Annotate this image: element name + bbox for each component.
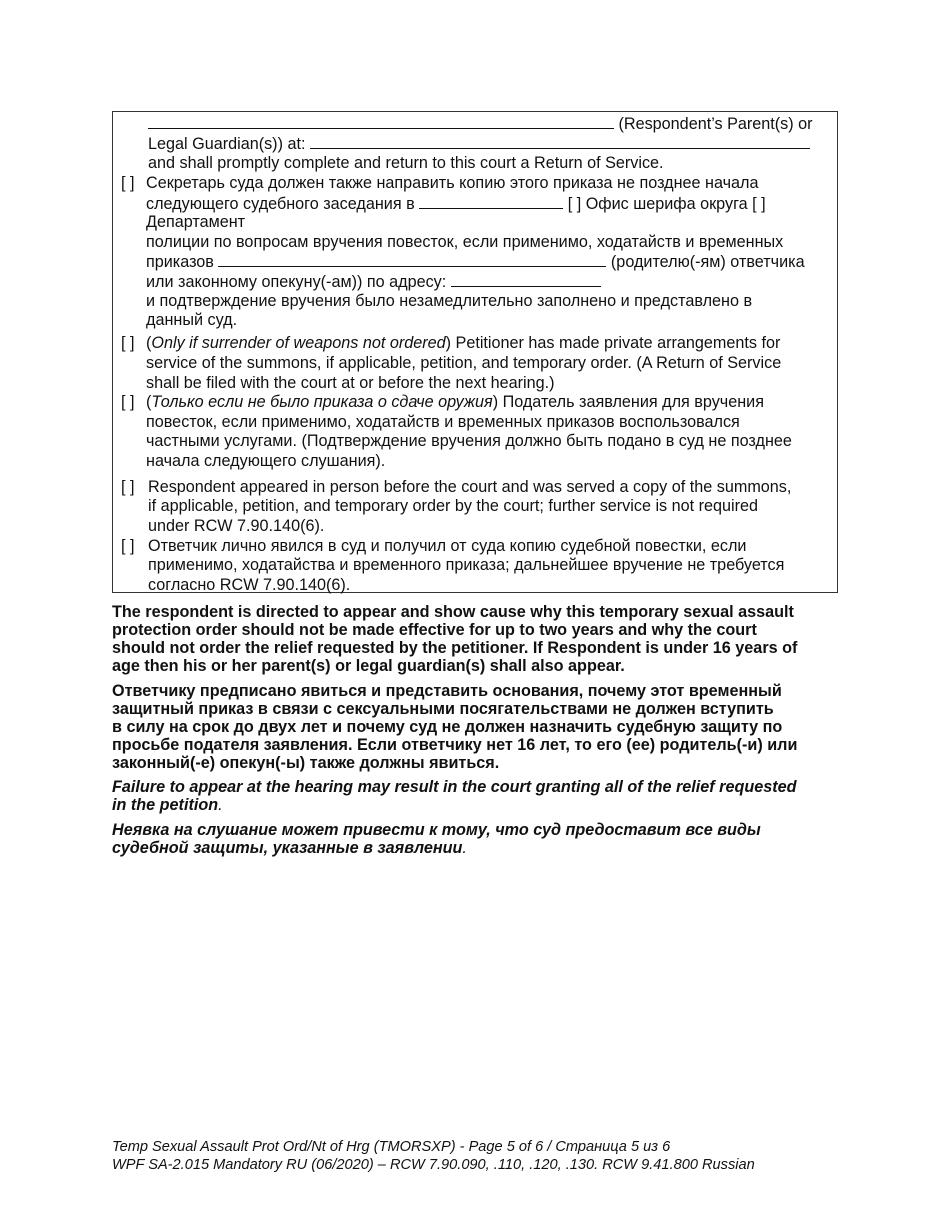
guardian-line: Legal Guardian(s)) at: (148, 133, 810, 154)
private-service-ru-line: повесток, если применимо, ходатайств и временных приказов воспользовался (146, 413, 740, 431)
return-line: and shall promptly complete and return to this court a Return of Service. (148, 154, 664, 172)
appeared-ru-checkbox[interactable]: [ ] (121, 537, 135, 555)
failure-warning-en: Failure to appear at the hearing may result in the court granting all of the relief requested in the petition. (112, 778, 797, 814)
private-service-ru-line: начала следующего слушания). (146, 452, 386, 470)
private-service-line: shall be filed with the court at or before the next hearing.) (146, 374, 555, 392)
failure-warning-ru: Неявка на слушание может привести к тому, что суд предоставит все виды судебной защиты, указанные в заявлении. (112, 821, 761, 857)
footer-form-ref: WPF SA-2.015 Mandatory RU (06/2020) – RCW 7.90.090, .110, .120, .130. RCW 9.41.800 Russian (112, 1157, 755, 1173)
directive-en: The respondent is directed to appear and show cause why this temporary sexual assault protection order should not be made effective for up to two years and why the court should not order the relief requested by the petitioner. If Respondent is under 16 years of age then his or her parent(s) or legal guardian(s) shall also appear. (112, 603, 798, 675)
private-service-ru-line: (Только если не было приказа о сдаче оружия) Податель заявления для вручения (146, 393, 764, 411)
directive-ru: Ответчику предписано явиться и представить основания, почему этот временный защитный приказ в связи с сексуальными посягательствами не должен вступить в силу на срок до двух лет и почему суд не должен назначить судебную защиту по просьбе подателя заявления. Если ответчику нет 16 лет, то его (ее) родитель(-и) или законный(-е) опекун(-ы) также должны явиться. (112, 682, 798, 772)
private-service-line: service of the summons, if applicable, petition, and temporary order. (A Return of Service (146, 354, 782, 372)
ru-address-blank[interactable] (451, 271, 601, 287)
clerk-ru-line: Секретарь суда должен также направить копию этого приказа не позднее начала (146, 174, 759, 192)
appeared-checkbox[interactable]: [ ] (121, 478, 135, 496)
clerk-ru-line: или законному опекуну(-ам)) по адресу: (146, 271, 601, 292)
footer-title: Temp Sexual Assault Prot Ord/Nt of Hrg (TMORSXP) - Page 5 of 6 / Страница 5 из 6 (112, 1139, 671, 1155)
parent-name-blank[interactable] (148, 113, 614, 129)
private-service-ru-checkbox[interactable]: [ ] (121, 393, 135, 411)
appeared-line: under RCW 7.90.140(6). (148, 517, 325, 535)
appeared-ru-line: применимо, ходатайства и временного приказа; дальнейшее вручение не требуется (148, 556, 785, 574)
appeared-line: if applicable, petition, and temporary order by the court; further service is not required (148, 497, 759, 515)
appeared-ru-line: согласно RCW 7.90.140(6). (148, 576, 351, 594)
clerk-ru-line: и подтверждение вручения было незамедлительно заполнено и представлено в (146, 292, 753, 310)
appeared-line: Respondent appeared in person before the court and was served a copy of the summons, (148, 478, 792, 496)
clerk-ru-line: следующего судебного заседания в [ ] Офис шерифа округа [ ] (146, 195, 766, 213)
clerk-ru-checkbox[interactable]: [ ] (121, 174, 135, 192)
hearing-date-blank[interactable] (419, 193, 563, 209)
private-service-line: (Only if surrender of weapons not ordered) Petitioner has made private arrangements for (146, 334, 781, 352)
clerk-ru-line: Департамент (146, 213, 246, 231)
guardian-address-blank[interactable] (310, 133, 810, 149)
private-service-checkbox[interactable]: [ ] (121, 334, 135, 352)
respondent-parent-line: (Respondent’s Parent(s) or (148, 113, 813, 134)
clerk-ru-line: приказов (родителю(-ям) ответчика (146, 253, 805, 271)
clerk-ru-line: полиции по вопросам вручения повесток, если применимо, ходатайств и временных (146, 233, 784, 251)
private-service-ru-line: частными услугами. (Подтверждение вручения должно быть подано в суд не позднее (146, 432, 792, 450)
clerk-ru-line: данный суд. (146, 311, 238, 329)
appeared-ru-line: Ответчик лично явился в суд и получил от суда копию судебной повестки, если (148, 537, 747, 555)
ru-parent-name-blank[interactable] (218, 251, 606, 267)
